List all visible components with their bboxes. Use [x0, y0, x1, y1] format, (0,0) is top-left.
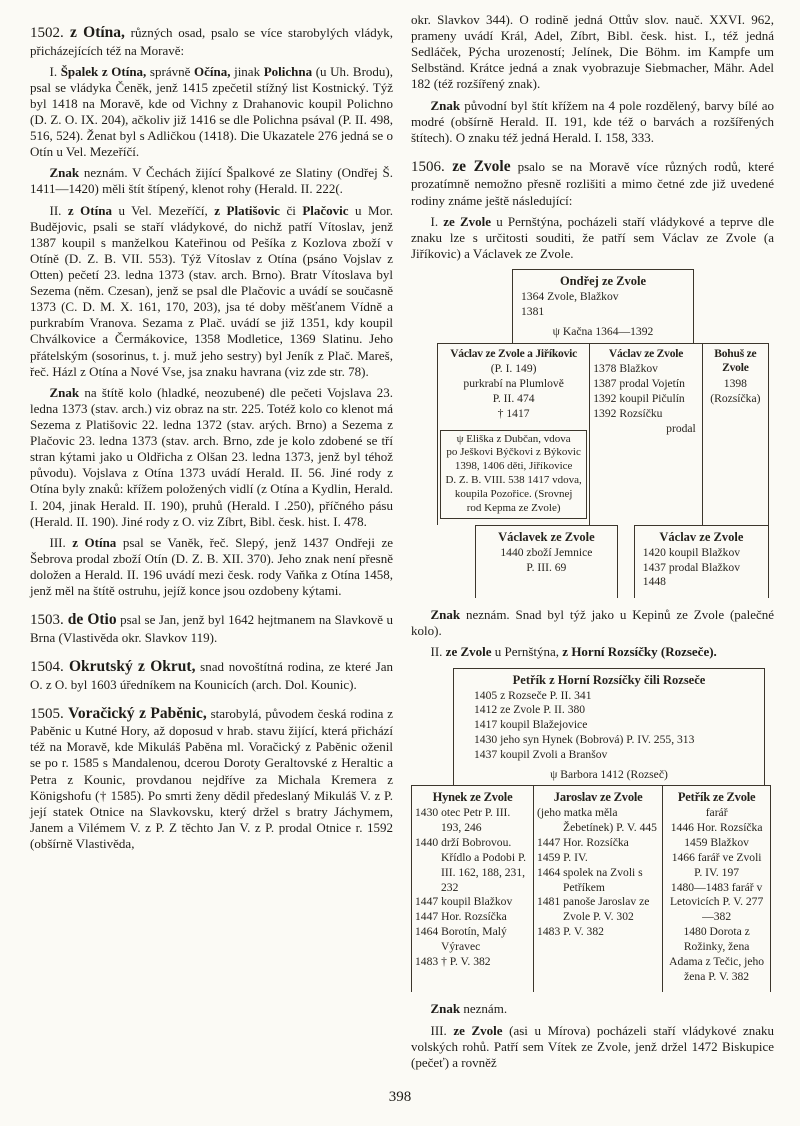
tree-node-ondrej-ze-zvole — [512, 269, 694, 342]
paragraph-znak-zvole-ii: Znak neznám. — [430, 1001, 508, 1017]
tree-node-title: Václav ze Zvole — [608, 347, 684, 360]
tree-spouse-eliska-z-dubcan — [440, 430, 587, 519]
tree-node-details: 1440 zboží Jemnice P. III. 69 — [500, 545, 593, 574]
two-column-layout — [30, 12, 774, 1076]
tree-node-petrik-z-horni-rozsicky — [453, 668, 765, 786]
tree-node-title: Petřík z Horní Rozsíčky čili Rozseče — [512, 672, 706, 687]
paragraph-zvole-ii-heading: II. ze Zvole u Pernštýna, z Horní Rozsíčky (Rozseče). — [430, 644, 717, 660]
tree-node-title: Bohuš ze Zvole — [714, 347, 757, 375]
tree-node-vaclav-ze-zvole-mladsi — [634, 525, 769, 598]
tree-node-vaclavek-ze-zvole — [475, 525, 618, 598]
tree-children-row — [411, 785, 771, 992]
tree-node-title: Jaroslav ze Zvole — [553, 790, 643, 805]
tree-node-title: Václavek ze Zvole — [498, 529, 595, 544]
tree-node-details: 1378 Blažkov 1387 prodal Vojetín 1392 koupil Pičulín 1392 Rozsíčku prodal — [593, 362, 696, 435]
tree-node-details: 1398 (Rozsíčka) — [710, 376, 761, 405]
entry-1504: 1504. Okrutský z Okrut, snad novoštítná rodina, ze které Jan O. z O. byl 1603 úředníkem na Kounicích (arch. Dol. Kounic). — [30, 657, 394, 692]
entry-1506-heading: 1506. ze Zvole psalo se na Moravě více různých rodů, které prozatímně nemožno přesně rozlišiti a mimo četné zde již uvedené rodiny známe ještě následující: — [411, 157, 774, 208]
tree-node-jaroslav-ze-zvole — [533, 786, 662, 992]
tree-children-row — [437, 343, 769, 525]
tree-node-details: (P. I. 149) purkrabí na Plumlově P. II. 474 † 1417 — [463, 362, 564, 420]
tree-node-bohus-ze-zvole — [702, 344, 768, 525]
tree-node-details: 1420 koupil Blažkov 1437 prodal Blažkov 1448 — [642, 545, 741, 589]
tree-node-details: 1430 otec Petr P. III. 193, 246 1440 drží Bobrovou. Křídlo a Podobi P. III. 162, 188, 231, 232 1447 koupil Blažkov 1447 Hor. Rozsíčka 1464 Borotín, Malý Výravec 1483 † P. V. 382 — [415, 806, 527, 968]
paragraph-spalek-z-otina: I. Špalek z Otína, správně Očína, jinak Polichna (u Uh. Brodu), psal se vládyka Čeněk, jenž 1415 zpečetil stížný list Kostnický. Týž byl 1418 na Moravě, kde od Vichny z Drahanovic koupil Polichno (D. Z. O. IX. 204), ačkoliv již 1416 se dle Polichna psával (P. II. 498, 516, 524). Ženat byl s Adličkou (1418). Die Ukazatele 276 jedná se o Otín u Vel. Mezeříčí. — [30, 63, 394, 160]
tree-node-details: 1364 Zvole, Blažkov 1381 — [521, 290, 619, 318]
tree-node-vaclav-ze-zvole — [589, 344, 702, 525]
tree-node-title: Ondřej ze Zvole — [559, 274, 647, 289]
tree-node-hynek-ze-zvole — [411, 786, 533, 992]
tree-spouse-kacna: ψ Kačna 1364—1392 — [552, 324, 654, 338]
tree-spouse-details: ψ Eliška z Dubčan, vdova po Ješkovi Býčkovi z Býkovic 1398, 1406 děti, Jiříkovice D. Z. B. VIII. 538 1417 vdova, koupila Pozořice. (Srovnej rod Kepma ze Zvole) — [445, 432, 582, 514]
tree-node-details: farář 1446 Hor. Rozsíčka 1459 Blažkov 1466 farář ve Zvoli P. IV. 197 1480—1483 farář v Letovicích P. V. 277—382 1480 Dorota z Rožinky, žena Adama z Tečic, jeho žena P. V. 382 — [669, 806, 765, 983]
tree-node-title: Václav ze Zvole a Jiříkovic — [450, 347, 578, 360]
paragraph-otina-iii: III. z Otína psal se Vaněk, řeč. Slepý, jenž 1437 Ondřeji ze Šebrova prodal zboží Otín (D. Z. B. XII. 370). Jeho znak není přesně doložen a Herald. II. 196 uvádí mezi česk. rody Vaňka z Otína 1458, jenž měl na štítě ostruhu, jejíž konce jsou ozdobeny kýtami. — [30, 534, 393, 599]
genealogy-tree-horni-rozsicka — [411, 668, 771, 993]
tree-node-details: 1405 z Rozseče P. II. 341 1412 ze Zvole P. II. 380 1417 koupil Blažejovice 1430 jeho syn Hynek (Bobrová) P. IV. 255, 313 1437 koupil Zvoli a Branšov — [474, 688, 695, 761]
tree-node-vaclav-ze-zvole-a-jirikovic — [437, 344, 589, 525]
paragraph-znak-voracicky: Znak původní byl štít křížem na 4 pole rozdělený, barvy bílé ao modré (obšírně Herald. II. 191, kde též o barvách a rozšířených štítech). O znaku též jedná Herald. I. 158, 333. — [411, 97, 774, 145]
right-column — [411, 12, 774, 1076]
paragraph-voracicky-continuation: okr. Slavkov 344). O rodině jedná Ottův slov. nauč. XXVI. 962, prameny uvádí Král, Adel, Zíbrt, Bibl. česk. hist. I., též jedná Sedláček, Pýcha urozeností; Jelínek, Die Böhm. im Kampfe um Selbständ. Krátce jedná a znak vyobrazuje Siebmacher, Mähr. Adel 182 (též rozšířený znak). — [411, 12, 774, 92]
entry-1503: 1503. de Otio psal se Jan, jenž byl 1642 hejtmanem na Slavkově u Brna (Vlastivěda okr. Slavkov 119). — [30, 611, 393, 645]
tree-node-petrik-ze-zvole-farar — [662, 786, 770, 992]
paragraph-zvole-i: I. ze Zvole u Pernštýna, pocházeli staří vládykové a teprve dle znaku lze s určitosti souditi, že patří sem Václav ze Zvole (a Jiříkovic) a Václavek ze Zvole. — [411, 213, 774, 261]
entry-1505: 1505. Voračický z Paběnic, starobylá, původem česká rodina z Paběnic u Kutné Hory, až doposud v hrab. stavu žijící, která přichází též na Moravě, kde Mikuláš Paběna ml. Voračický z Paběnic oženil se po r. 1585 s Mandalenou, dcerou Doroty Geraltovské z Heraltic a Petra z Kounic, provdanou nejdříve za Michala Kremera z Königshofu († 1585). Po smrti ženy dědil předeslaný Mikuláš V. z P. její statek Otnice na Slavkovsku, který držel s bratry Jáchymem, Janem a Vilémem V. z P. Z těchto Jan V. z P. prodal Otnice r. 1592 (obšírně Vlastivěda, — [30, 704, 393, 851]
genealogy-tree-zvole-pernstyn — [437, 269, 769, 598]
paragraph-otina-ii: II. z Otína u Vel. Mezeříčí, z Platišovic či Plačovic u Mor. Budějovic, psali se staří vládykové, do nichž patří Vítoslav, jenž 1387 koupil s manželkou Kateřinou od Pešíka z Kozlova zboží v Otíně (D. Z. B. VII. 553). Týž Vítoslav z Otína (psáno Vojslav z Otten) pečetí 23. ledna 1373 (stav. arch. Brno). Bratr Vítoslava byl Sezema (něm. Czesan), jenž se psal dle Plačovic a uvádí se současně 1373 (C. D. M. X. 161, 170, 203), jsa té doby měšťanem Vídně a purkrabím Vranova. Sezama z Plač. uvádí se již 1351, kdy koupil Chválkovice a Čermákovice, 1358 Modletice, 1369 Slatinu. Jeho přátelským (sosorinus, t. j. muž jeho sestry) byl Jeník z Plač. Mareš, řeč. Házl z Otína a Nové Vse, jsa znaku havrana (viz zde str. 78). — [30, 202, 393, 379]
tree-node-title: Petřík ze Zvole — [677, 790, 756, 805]
entry-1502-heading: 1502. z Otína, různých osad, psalo se více starobylých vládyk, přicházejících též na Moravě: — [30, 24, 394, 58]
paragraph-znak-spalek: Znak neznám. V Čechách žijící Špalkové ze Slatiny (Ondřej Š. 1411—1420) měli štít štípený, klenot rohy (Herald. II. 222(. — [30, 165, 393, 197]
tree-node-details: (jeho matka měla Žebetínek) P. V. 445 1447 Hor. Rozsíčka 1459 P. IV. 1464 spolek na Zvoli s Petříkem 1481 panoše Jaroslav ze Zvole P. V. 302 1483 P. V. 382 — [537, 806, 657, 939]
paragraph-znak-otina-ii: Znak na štítě kolo (hladké, neozubené) dle pečeti Vojslava 23. ledna 1373 (stav. arch.) viz obraz na str. 225. Totéž kolo co klenot má Sezema z Platišovic 22. ledna 1372 (stav. arých. Brno) a Sezema z Plačovic 23. ledna 1373 (stav. arch. Brno, zde je kolo zdobené se tří stran kýtami jako u Oldřicha z Olšan 23. ledna 1373, jenž byl téhož původu). Vojslava z Otína 1373 uvádí Herald. II. 56. Jiné rody z Otína byly znaků: křížem položených vidlí (z Otína a Kydlin, Herald. I. 204, jinak Herald. II. 190), pruhů (Herald. I .250), příčného pásu (Herald. II. 190). Jiné rody z O. viz Zíbrt, Bibl. česk. hist. I. 478. — [30, 384, 393, 529]
paragraph-znak-zvole-i: Znak neznám. Snad byl týž jako u Kepinů ze Zvole (palečné kolo). — [411, 607, 774, 639]
left-column — [30, 12, 393, 1076]
tree-node-title: Václav ze Zvole — [659, 529, 744, 544]
tree-node-title: Hynek ze Zvole — [432, 790, 513, 805]
tree-spouse-barbora: ψ Barbora 1412 (Rozseč) — [550, 767, 668, 781]
page-number: 398 — [388, 1089, 412, 1105]
tree-grandchildren-row — [475, 525, 769, 598]
paragraph-zvole-iii: III. ze Zvole (asi u Mírova) pocházeli staří vládykové znaku volských rohů. Patří sem Vítek ze Zvole, jenž držel 1472 Biskupice (pečeť) a rovněž — [411, 1022, 774, 1070]
